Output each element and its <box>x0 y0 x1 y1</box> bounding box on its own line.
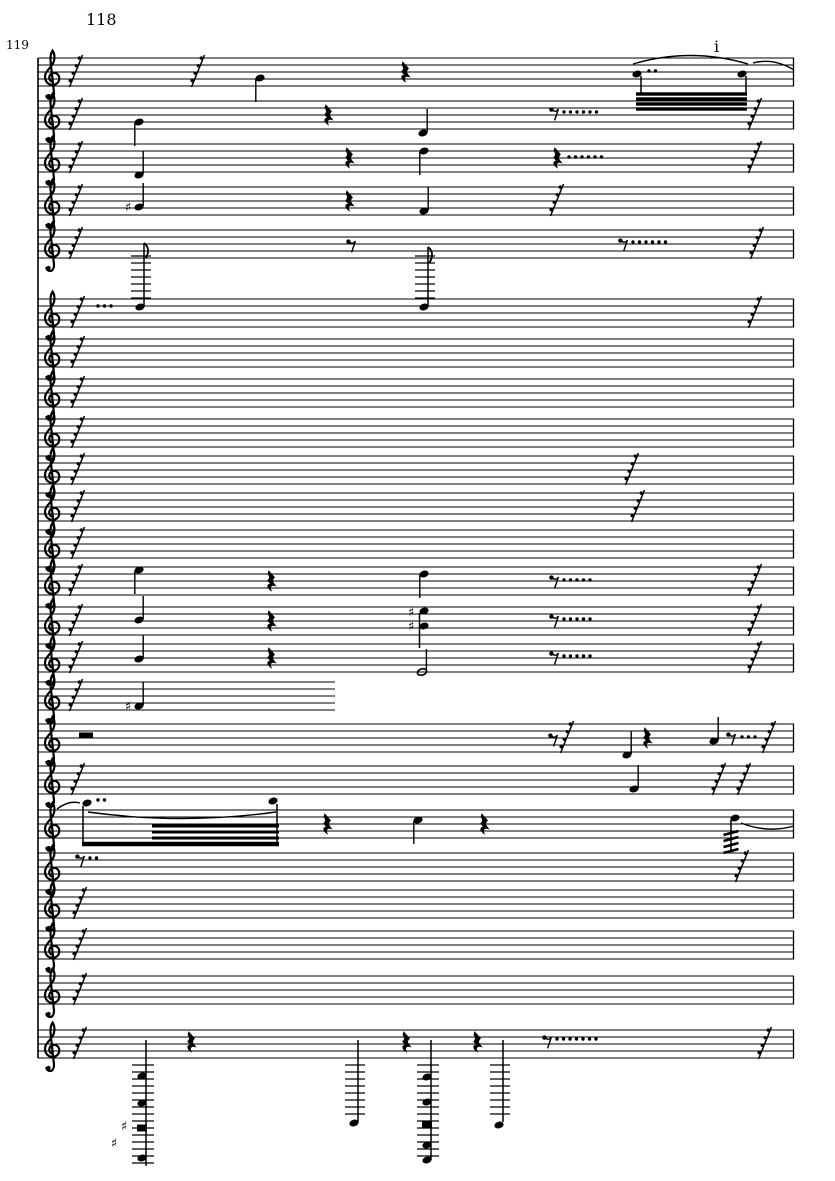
sharp-accidental: ♯ <box>124 699 132 715</box>
augmentation-dots <box>562 110 598 113</box>
tremolo-beam <box>152 825 279 828</box>
thirtysecond-rest <box>549 184 563 216</box>
staff-7 <box>38 332 794 380</box>
thirtysecond-rest <box>70 490 84 522</box>
sharp-accidental: ♯ <box>120 1119 128 1135</box>
staff-12 <box>38 523 794 571</box>
sharp-accidental: ♯ <box>110 1136 118 1152</box>
augmentation-dots <box>631 240 667 243</box>
tremolo-beam <box>636 97 747 100</box>
thirtysecond-rest <box>711 763 725 795</box>
quarter-rest <box>188 1032 196 1052</box>
thirtysecond-rest <box>70 453 84 485</box>
sharp-accidental: ♯ <box>407 605 415 621</box>
eighth-rest <box>548 733 557 746</box>
thirtysecond-rest <box>747 641 761 673</box>
thirtysecond-rest <box>749 227 763 259</box>
staff-4 <box>38 180 794 228</box>
augmentation-dots <box>562 654 591 657</box>
quarter-note <box>418 109 429 138</box>
staff-3 <box>38 137 794 185</box>
cluster-notehead <box>422 1121 432 1128</box>
thirtysecond-rest <box>747 564 761 596</box>
thirtysecond-rest <box>761 721 775 753</box>
staff-2 <box>38 94 794 146</box>
tremolo-beam <box>636 102 747 105</box>
thirtysecond-rest <box>70 763 84 795</box>
thirtysecond-rest <box>747 141 761 173</box>
tremolo-beam <box>636 92 747 95</box>
quarter-note <box>413 815 424 844</box>
thirtysecond-rest <box>68 55 82 87</box>
eighth-rest <box>75 854 84 867</box>
staff-13 <box>38 560 794 608</box>
thirtysecond-rest <box>72 973 86 1005</box>
staff-21 <box>38 883 794 931</box>
tremolo-beam <box>82 842 279 847</box>
thirtysecond-rest <box>70 296 84 328</box>
measure-number: 119 <box>6 38 29 52</box>
staff-20 <box>38 846 794 894</box>
eighth-rest <box>618 238 627 251</box>
thirtysecond-rest <box>68 98 82 130</box>
staff-24 <box>38 1023 794 1166</box>
thirtysecond-rest <box>72 887 86 919</box>
slur-tie <box>57 802 80 809</box>
staff-22 <box>38 924 794 972</box>
thirtysecond-rest <box>757 1027 771 1059</box>
staff-18 <box>38 759 794 807</box>
staff-16 <box>38 675 335 723</box>
thirtysecond-rest <box>68 184 82 216</box>
quarter-note <box>255 73 266 102</box>
staff-14 <box>38 596 794 648</box>
staff-19 <box>38 796 794 853</box>
thirtysecond-rest <box>70 336 84 368</box>
half-rest <box>79 733 93 739</box>
quarter-note <box>134 117 145 146</box>
ledger-lines <box>490 1065 510 1114</box>
slur-tie <box>753 61 794 70</box>
thirtysecond-rest <box>747 604 761 636</box>
slur-tie <box>88 812 276 819</box>
thirtysecond-rest <box>624 453 638 485</box>
thirtysecond-rest <box>68 641 82 673</box>
thirtysecond-rest <box>68 141 82 173</box>
augmentation-dots <box>96 798 106 801</box>
eighth-rest <box>549 107 558 120</box>
staff-8 <box>38 372 794 420</box>
thirtysecond-rest <box>72 1027 86 1059</box>
thirtysecond-rest <box>68 564 82 596</box>
quarter-note <box>134 596 145 625</box>
thirtysecond-rest <box>68 227 82 259</box>
thirtysecond-rest <box>747 296 761 328</box>
slur-tie <box>633 56 748 65</box>
ledger-lines <box>132 1065 154 1163</box>
thirtysecond-rest <box>70 527 84 559</box>
staff-1 <box>38 51 794 111</box>
tremolo-beam <box>152 831 279 834</box>
thirtysecond-rest <box>736 763 750 795</box>
sharp-accidental: ♯ <box>124 200 132 216</box>
thirtysecond-rest <box>70 416 84 448</box>
sharp-accidental: ♯ <box>407 619 415 635</box>
thirtysecond-rest <box>630 490 644 522</box>
ledger-lines <box>415 256 435 298</box>
quarter-note <box>629 765 640 794</box>
thirtysecond-rest <box>72 928 86 960</box>
staff-5 <box>38 223 794 312</box>
augmentation-dots <box>96 304 112 307</box>
staff-11 <box>38 486 794 534</box>
ledger-lines <box>345 1065 365 1114</box>
staff-17 <box>38 717 794 765</box>
staff-10 <box>38 449 794 497</box>
thirtysecond-rest <box>734 850 748 882</box>
thirtysecond-rest <box>68 679 82 711</box>
quarter-rest <box>474 1032 482 1052</box>
thirtysecond-rest <box>559 721 573 753</box>
augmentation-dots <box>88 856 98 859</box>
eighth-rest <box>549 575 558 588</box>
eighth-rest <box>726 732 735 745</box>
staff-23 <box>38 969 794 1017</box>
ledger-lines <box>131 256 151 298</box>
quarter-note <box>419 146 430 175</box>
cluster-notehead <box>137 1125 147 1132</box>
staff-15 <box>38 635 794 685</box>
staff-6 <box>38 292 794 340</box>
thirtysecond-rest <box>190 55 204 87</box>
augmentation-dots <box>562 617 591 620</box>
quarter-rest <box>403 1032 411 1052</box>
tremolo-beam <box>152 837 279 840</box>
quarter-note <box>134 635 145 664</box>
annotation-i: i <box>714 37 720 56</box>
quarter-note <box>134 565 145 594</box>
quarter-note <box>419 569 430 598</box>
page-number: 118 <box>86 10 117 29</box>
thirtysecond-rest <box>70 376 84 408</box>
augmentation-dots <box>740 735 756 738</box>
staff-9 <box>38 412 794 460</box>
thirtysecond-rest <box>68 604 82 636</box>
thirtysecond-rest <box>747 98 761 130</box>
augmentation-dots <box>555 1037 597 1040</box>
eighth-rest <box>346 239 355 252</box>
